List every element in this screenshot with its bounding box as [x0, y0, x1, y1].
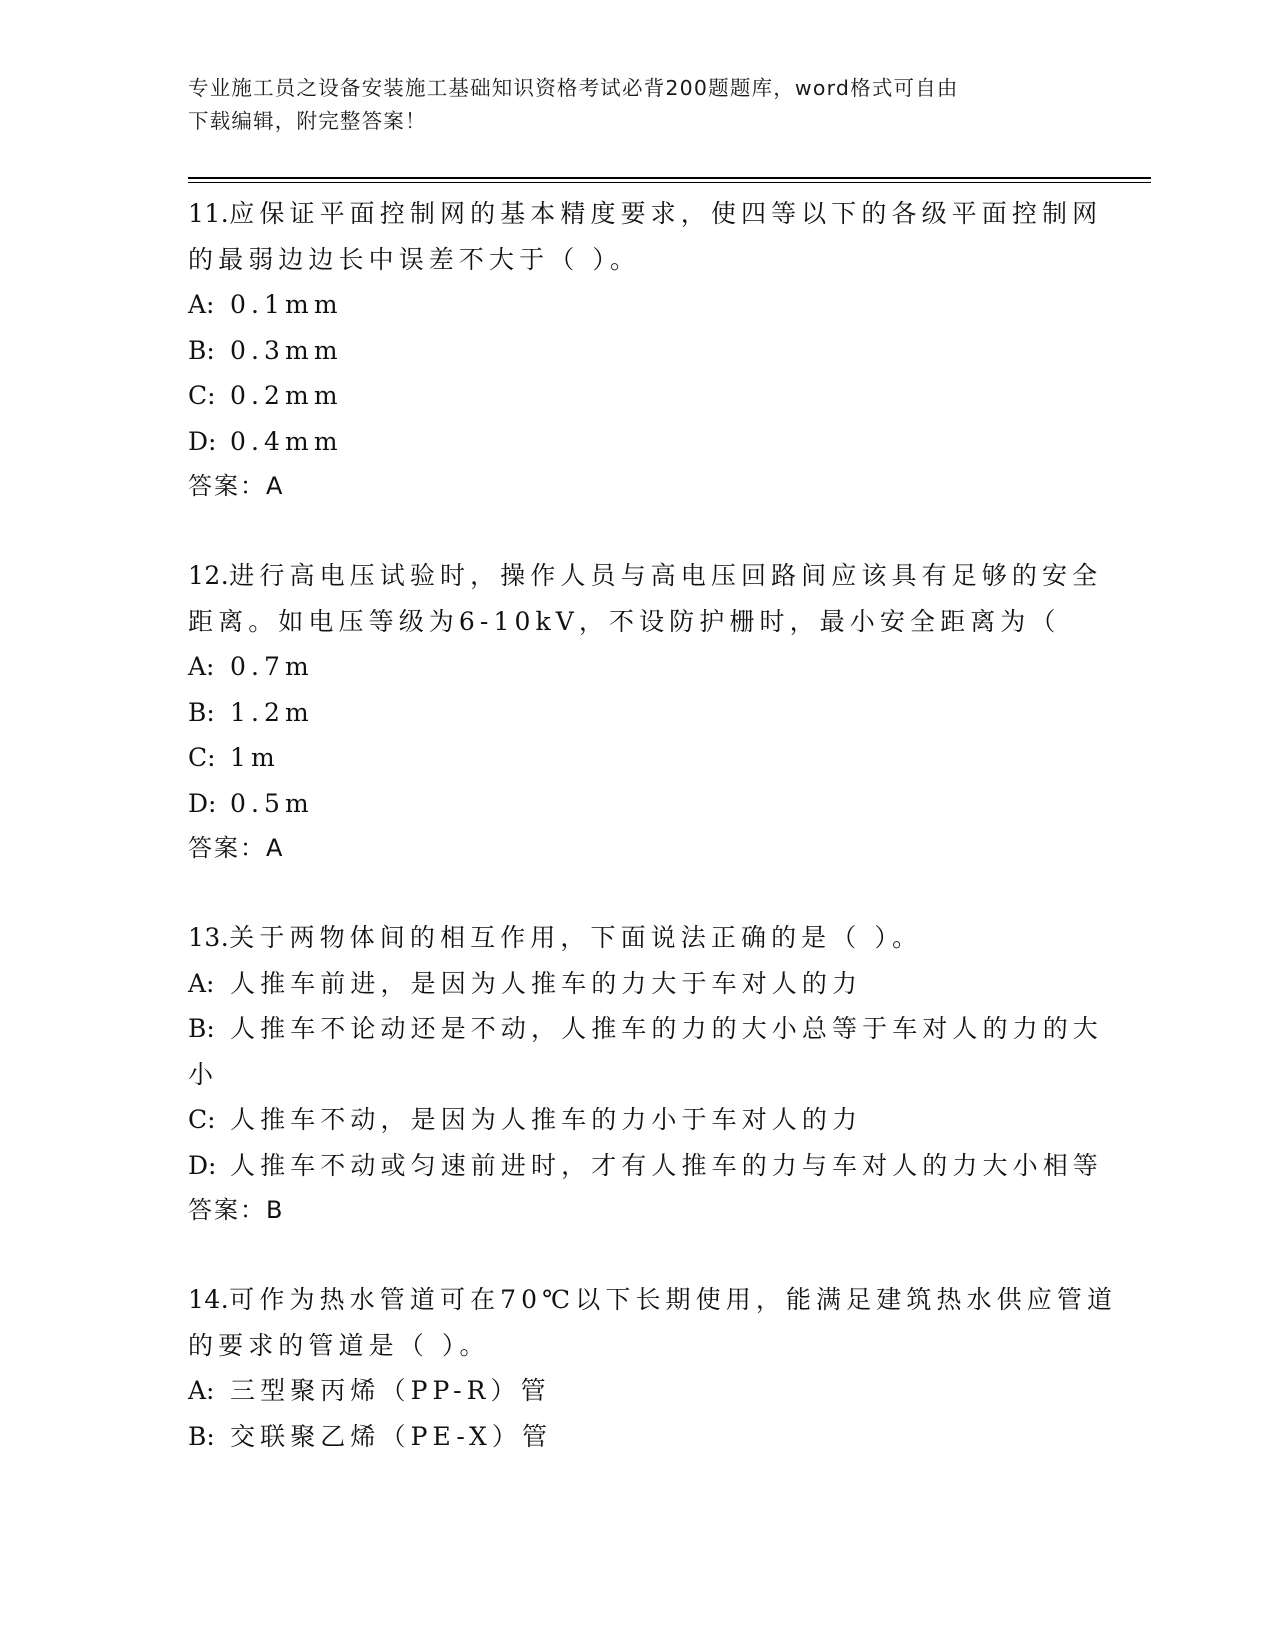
option-b — [188, 328, 1088, 374]
option-b — [188, 1414, 1088, 1460]
option-a — [188, 1368, 1088, 1414]
question-stem-line — [188, 191, 1103, 237]
answer-label: 答案： — [188, 1196, 266, 1224]
option-text: 人推车前进，是因为人推车的力大于车对人的力 — [230, 968, 863, 998]
option-text: 0.2mm — [230, 381, 343, 410]
question-stem-line: 距离。如电压等级为6-10kV，不设防护栅时，最小安全距离为（ — [188, 606, 1061, 636]
answer-label: 答案： — [188, 472, 266, 500]
header-line-1: 专业施工员之设备安装施工基础知识资格考试必背200题题库，word格式可自由 — [188, 76, 959, 100]
document-header — [188, 72, 1088, 138]
option-c — [188, 1097, 1088, 1143]
option-c — [188, 373, 1088, 419]
option-b — [188, 1006, 1103, 1052]
answer-line — [188, 464, 1088, 508]
option-a — [188, 282, 1088, 328]
question-stem-line — [188, 1277, 1118, 1323]
question-11 — [188, 191, 1103, 508]
option-text: 0.5m — [230, 788, 314, 818]
question-13 — [188, 915, 1103, 1232]
option-letter: C: — [188, 1105, 216, 1134]
answer-value: A — [266, 472, 284, 500]
question-stem-text: 应保证平面控制网的基本精度要求，使四等以下的各级平面控制网 — [229, 199, 1103, 228]
option-d — [188, 781, 1088, 827]
question-list — [188, 191, 1118, 1504]
question-number: 13. — [188, 923, 230, 952]
option-letter: B: — [188, 1421, 215, 1451]
option-letter: B: — [188, 697, 215, 727]
option-text: 交联聚乙烯（PE-X）管 — [230, 1421, 553, 1451]
option-letter: D: — [188, 788, 217, 818]
option-letter: C: — [188, 743, 216, 772]
option-letter: C: — [188, 381, 216, 410]
question-stem-line — [188, 553, 1103, 599]
option-d — [188, 419, 1088, 465]
option-letter: A: — [188, 1376, 215, 1405]
question-stem-line: 的要求的管道是（ ）。 — [188, 1330, 490, 1360]
question-number: 11. — [188, 199, 230, 228]
question-stem-text: 关于两物体间的相互作用，下面说法正确的是（ ）。 — [229, 923, 923, 952]
option-text: 人推车不论动还是不动，人推车的力的大小总等于车对人的力的大 — [230, 1014, 1103, 1043]
option-text: 三型聚丙烯（PP-R）管 — [230, 1376, 551, 1405]
option-text: 0.1mm — [230, 290, 343, 319]
question-stem-line: 的最弱边边长中误差不大于（ ）。 — [188, 244, 641, 274]
option-text: 人推车不动或匀速前进时，才有人推车的力与车对人的力大小相等 — [230, 1150, 1103, 1180]
question-number: 12. — [188, 561, 230, 590]
question-stem-text: 进行高电压试验时，操作人员与高电压回路间应该具有足够的安全 — [229, 561, 1103, 590]
option-a — [188, 961, 1088, 1007]
option-c — [188, 735, 1088, 781]
option-text: 1.2m — [230, 697, 314, 727]
option-text: 人推车不动，是因为人推车的力小于车对人的力 — [230, 1105, 863, 1134]
question-stem-line — [188, 915, 1088, 961]
option-text: 0.7m — [230, 652, 314, 681]
option-b-continuation: 小 — [188, 1059, 219, 1089]
question-number: 14. — [188, 1285, 230, 1314]
answer-line — [188, 1188, 1088, 1232]
option-text: 1m — [230, 743, 280, 772]
option-b — [188, 690, 1088, 736]
option-letter: A: — [188, 968, 215, 998]
option-d — [188, 1143, 1103, 1189]
question-stem-text: 可作为热水管道可在70℃以下长期使用，能满足建筑热水供应管道 — [229, 1285, 1118, 1314]
header-divider-thin — [188, 182, 1151, 183]
answer-value: B — [266, 1196, 284, 1224]
option-letter: A: — [188, 290, 215, 319]
option-a — [188, 644, 1088, 690]
option-text: 0.3mm — [230, 335, 343, 365]
answer-line — [188, 826, 1088, 870]
header-divider-thick — [188, 177, 1151, 179]
header-line-2: 下载编辑，附完整答案！ — [188, 109, 427, 133]
option-letter: A: — [188, 652, 215, 681]
answer-value: A — [266, 834, 284, 862]
option-letter: B: — [188, 1014, 215, 1043]
option-letter: B: — [188, 335, 215, 365]
option-letter: D: — [188, 1150, 217, 1180]
question-14 — [188, 1277, 1118, 1459]
answer-label: 答案： — [188, 834, 266, 862]
question-12 — [188, 553, 1103, 870]
option-text: 0.4mm — [230, 426, 343, 456]
option-letter: D: — [188, 426, 217, 456]
